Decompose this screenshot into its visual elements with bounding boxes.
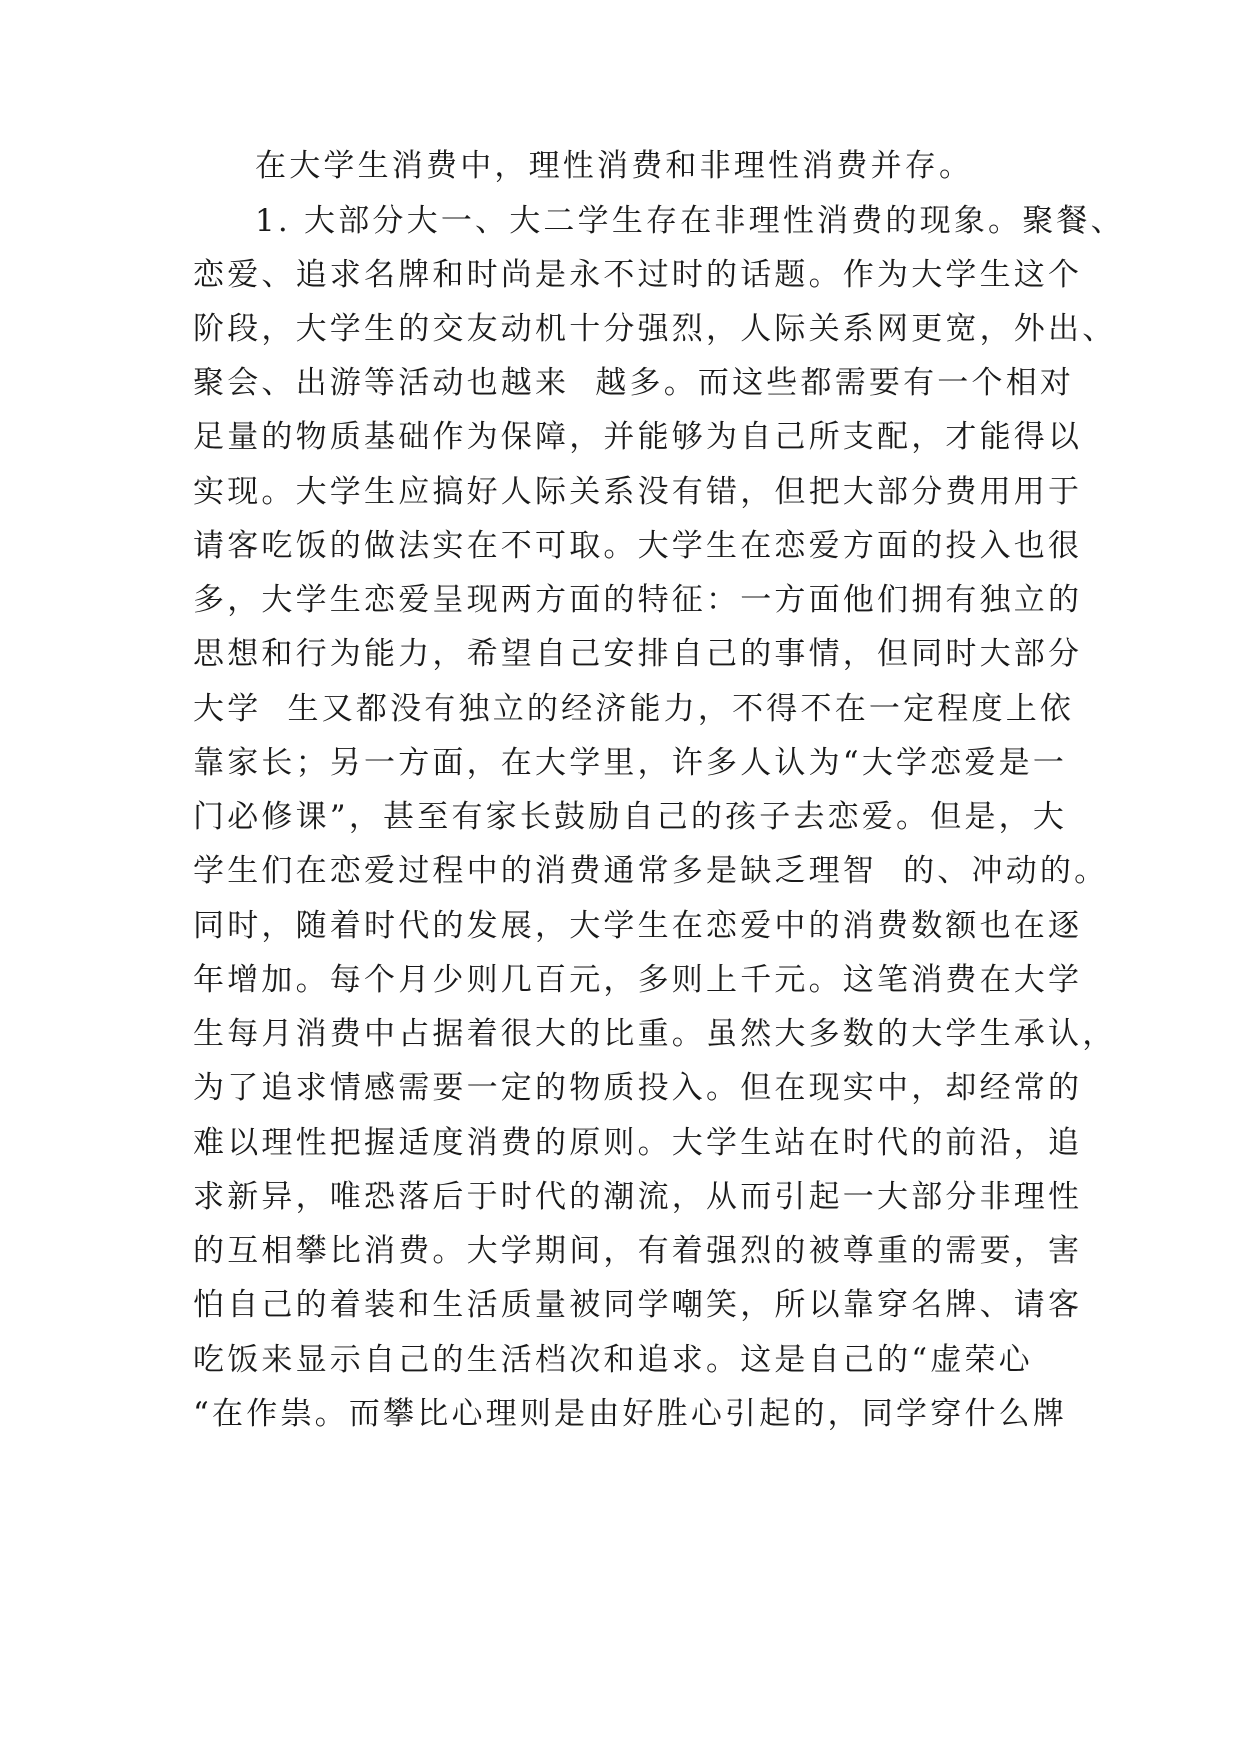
paragraph-line: 学生们在恋爱过程中的消费通常多是缺乏理智 的、冲动的。 <box>193 853 1109 889</box>
paragraph-line: 难以理性把握适度消费的原则。大学生站在时代的前沿，追 <box>193 1125 1083 1161</box>
paragraph-line: “在作祟。而攀比心理则是由好胜心引起的，同学穿什么牌 <box>193 1396 1068 1432</box>
paragraph-line: 同时，随着时代的发展，大学生在恋爱中的消费数额也在逐 <box>193 908 1083 944</box>
paragraph-line: 的互相攀比消费。大学期间，有着强烈的被尊重的需要，害 <box>193 1233 1083 1269</box>
paragraph-line: 实现。大学生应搞好人际关系没有错，但把大部分费用用于 <box>193 474 1083 510</box>
paragraph-line: 门必修课”，甚至有家长鼓励自己的孩子去恋爱。但是，大 <box>193 799 1068 835</box>
paragraph-line: 生每月消费中占据着很大的比重。虽然大多数的大学生承认， <box>193 1016 1117 1052</box>
paragraph-line: 足量的物质基础作为保障，并能够为自己所支配，才能得以 <box>193 419 1083 455</box>
paragraph-line: 思想和行为能力，希望自己安排自己的事情，但同时大部分 <box>193 636 1083 672</box>
paragraph-line: 大学 生又都没有独立的经济能力，不得不在一定程度上依 <box>193 691 1075 727</box>
paragraph-line: 年增加。每个月少则几百元，多则上千元。这笔消费在大学 <box>193 962 1083 998</box>
paragraph-line: 阶段，大学生的交友动机十分强烈，人际关系网更宽，外出、 <box>193 311 1117 347</box>
paragraph-line: 为了追求情感需要一定的物质投入。但在现实中，却经常的 <box>193 1070 1083 1106</box>
paragraph-line: 1. 大部分大一、大二学生存在非理性消费的现象。聚餐、 <box>255 203 1125 239</box>
paragraph-line: 怕自己的着装和生活质量被同学嘲笑，所以靠穿名牌、请客 <box>193 1287 1083 1323</box>
paragraph-line: 求新异，唯恐落后于时代的潮流，从而引起一大部分非理性 <box>193 1179 1083 1215</box>
paragraph-line: 多，大学生恋爱呈现两方面的特征：一方面他们拥有独立的 <box>193 582 1083 618</box>
paragraph-line: 聚会、出游等活动也越来 越多。而这些都需要有一个相对 <box>193 365 1075 401</box>
paragraph-line: 恋爱、追求名牌和时尚是永不过时的话题。作为大学生这个 <box>193 257 1083 293</box>
paragraph-line: 吃饭来显示自己的生活档次和追求。这是自己的“虚荣心 <box>193 1342 1033 1378</box>
paragraph-line: 在大学生消费中，理性消费和非理性消费并存。 <box>255 148 974 184</box>
paragraph-line: 靠家长；另一方面，在大学里，许多人认为“大学恋爱是一 <box>193 745 1068 781</box>
paragraph-line: 请客吃饭的做法实在不可取。大学生在恋爱方面的投入也很 <box>193 528 1083 564</box>
